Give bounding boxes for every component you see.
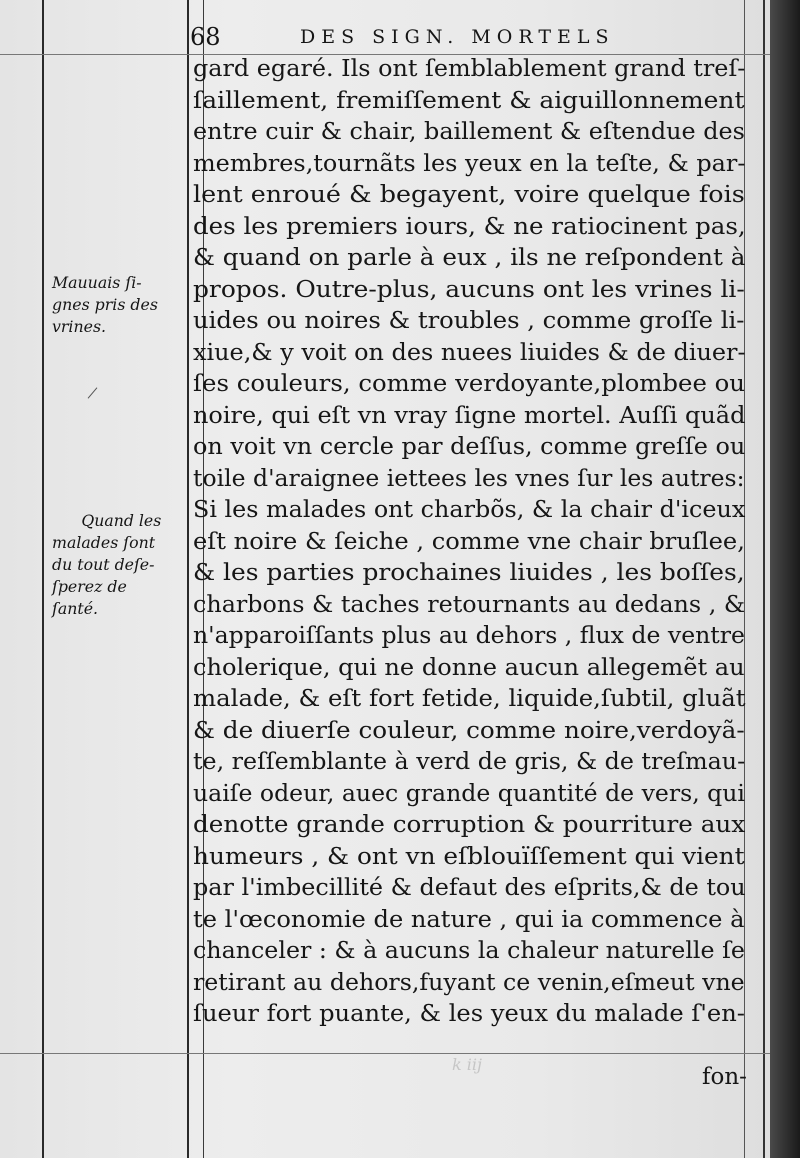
text-line: & les parties prochaines liuides , les boſſes,: [193, 560, 745, 586]
text-line: retirant au dehors,fuyant ce venin,eſmeut vne: [193, 969, 745, 996]
text-line: & de diuerſe couleur, comme noire,verdoyã-: [193, 717, 745, 744]
margin-note-line: malades ſont: [52, 533, 156, 552]
text-line: charbons & taches retournants au dedans , &: [193, 591, 746, 618]
text-line: denotte grande corruption & pourriture aux: [193, 812, 746, 838]
text-line: chanceler : & à aucuns la chaleur naturelle ſe: [193, 938, 745, 964]
text-line: humeurs , & ont vn eſblouïſſement qui vient: [193, 843, 745, 870]
margin-note-line: Mauuais ſi-: [52, 273, 142, 292]
text-line: ſes couleurs, comme verdoyante,plombee ou: [193, 371, 746, 397]
text-line: toile d'araignee iettees les vnes ſur les autres:: [193, 465, 745, 492]
margin-note-line: vrines.: [52, 317, 107, 336]
running-head: DES SIGN. MORTELS: [300, 26, 615, 48]
margin-note-hopeless-cases: [52, 510, 186, 620]
text-line: te l'œconomie de nature , qui ia commence à: [193, 906, 745, 933]
text-line: par l'imbecillité & defaut des eſprits,& de tou: [193, 875, 746, 901]
margin-tick-mark: [88, 387, 98, 398]
text-line: des les premiers iours, & ne ratiocinent pas,: [193, 213, 746, 240]
text-line: lent enroué & begayent, voire quelque fois: [193, 182, 745, 208]
text-line: cholerique, qui ne donne aucun allegemẽt au: [193, 654, 745, 681]
text-line: n'apparoiſſants plus au dehors , flux de ventre: [193, 623, 745, 649]
margin-note-line: Quand les: [81, 511, 162, 530]
left-margin-rule: [42, 0, 44, 1158]
text-line: uides ou noires & troubles , comme groſſe li-: [193, 308, 745, 334]
text-line: malade, & eſt fort fetide, liquide,ſubtil, gluãt: [193, 686, 746, 712]
text-line: te, reſſemblante à verd de gris, & de treſmau-: [193, 749, 746, 775]
margin-note-line: du tout deſe-: [52, 555, 155, 574]
margin-note-line: gnes pris des: [52, 295, 158, 314]
text-line: ſueur fort puante, & les yeux du malade ſ'en-: [193, 1001, 745, 1027]
catchword: fon-: [702, 1064, 747, 1090]
text-line: gard egaré. Ils ont ſemblablement grand treſ-: [193, 56, 746, 82]
margin-note-line: ſperez de: [52, 577, 127, 596]
text-line: entre cuir & chair, baillement & eſtendue des: [193, 119, 745, 145]
footer-rule: [0, 1053, 770, 1054]
text-line: eſt noire & ſeiche , comme vne chair bruſlee,: [193, 528, 745, 555]
body-text: [193, 54, 763, 1031]
margin-note-bad-urine-signs: [52, 272, 186, 338]
text-line: xiue,& y voit on des nuees liuides & de diuer-: [193, 339, 746, 366]
page-header: [190, 22, 750, 54]
signature-mark: k iij: [452, 1055, 482, 1074]
text-line: membres,tournãts les yeux en la teſte, & par-: [193, 150, 746, 177]
text-line: Si les malades ont charbõs, & la chair d'iceux: [193, 497, 746, 523]
margin-note-line: ſanté.: [52, 599, 99, 618]
page-edge-shadow: [770, 0, 800, 1158]
text-line: ſaillement, fremiſſement & aiguillonnement: [193, 87, 745, 114]
page-number: 68: [190, 23, 221, 51]
text-line: propos. Outre-plus, aucuns ont les vrines li-: [193, 276, 745, 303]
text-line: uaiſe odeur, auec grande quantité de vers, qui: [193, 780, 745, 807]
text-line: & quand on parle à eux , ils ne reſpondent à: [193, 245, 746, 271]
text-block-left-rule: [187, 0, 189, 1158]
text-line: on voit vn cercle par deſſus, comme greſſe ou: [193, 434, 746, 460]
text-line: noire, qui eſt vn vray ſigne mortel. Auſſi quãd: [193, 402, 746, 429]
